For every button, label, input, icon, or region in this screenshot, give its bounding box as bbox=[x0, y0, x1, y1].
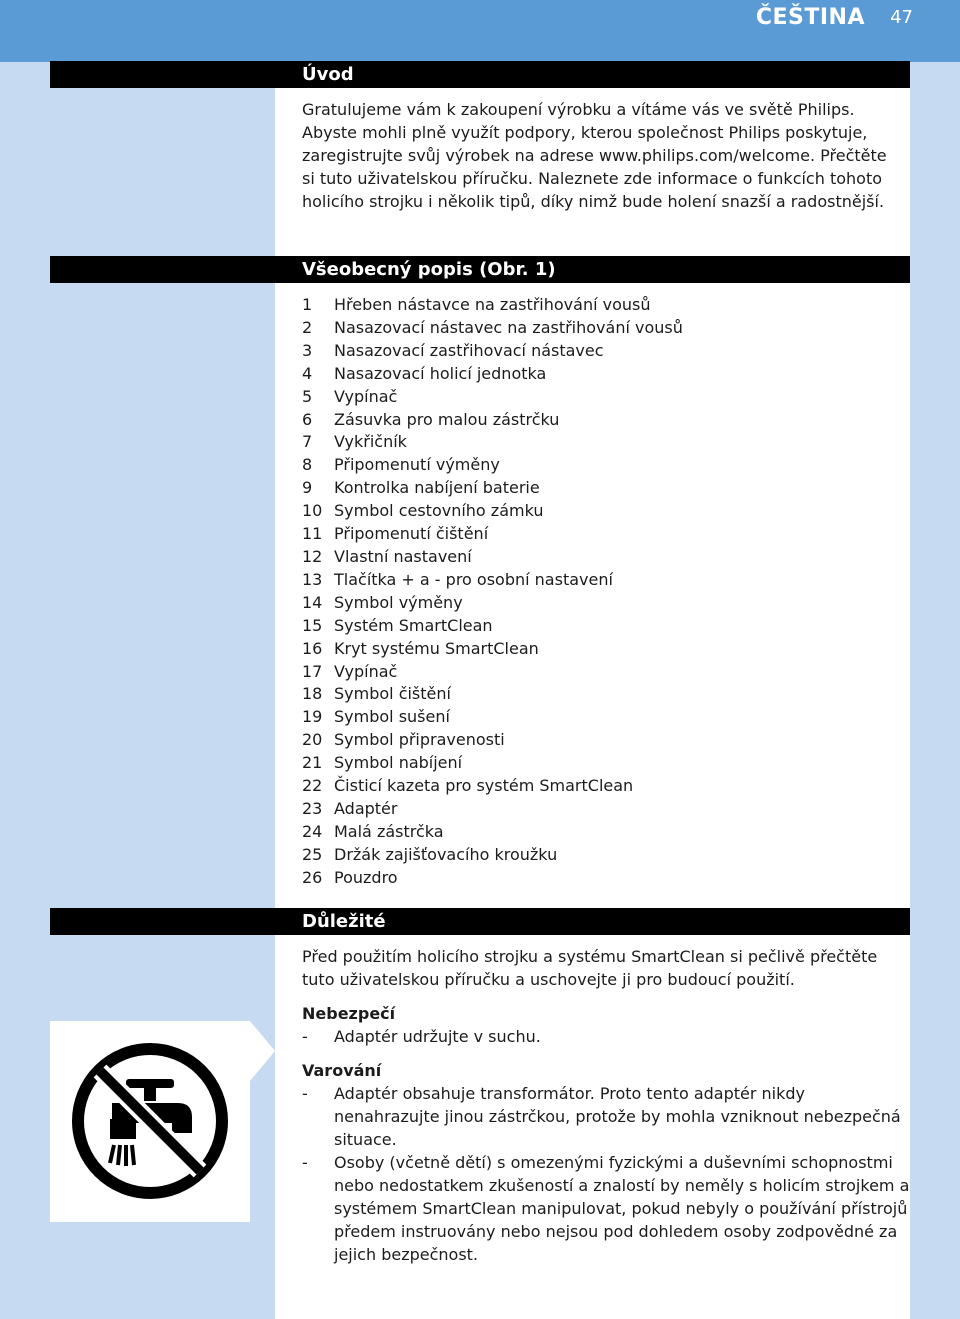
list-item-text: Systém SmartClean bbox=[334, 615, 493, 635]
danger-list bbox=[302, 1025, 912, 1048]
list-item bbox=[302, 728, 892, 751]
list-item-number: 26 bbox=[302, 867, 323, 887]
list-item-text: Adaptér bbox=[334, 798, 398, 818]
list-item bbox=[302, 339, 892, 362]
list-item-text: Vykřičník bbox=[334, 432, 407, 452]
list-item-number: 18 bbox=[302, 684, 323, 704]
page-number: 47 bbox=[890, 7, 913, 28]
list-item-text: Nasazovací holicí jednotka bbox=[334, 363, 547, 383]
list-item-number: 13 bbox=[302, 569, 323, 589]
list-item-number: 22 bbox=[302, 776, 323, 796]
list-item-text: Symbol připravenosti bbox=[334, 730, 505, 750]
language-label: ČEŠTINA bbox=[755, 5, 865, 30]
intro-paragraph: Gratulujeme vám k zakoupení výrobku a vítáme vás ve světě Philips. Abyste mohli plně využít podpory, kterou společnost Philips poskytuje, zaregistrujte svůj výrobek na adrese www.philips.com/welcome. Přečtěte si tuto uživatelskou příručku. Naleznete zde informace o funkcích tohoto holicího strojku i několik tipů, díky nimž bude holení snazší a radostnější. bbox=[302, 100, 887, 211]
bullet-dash: - bbox=[302, 1027, 308, 1046]
list-item-number: 20 bbox=[302, 730, 323, 750]
list-item bbox=[302, 614, 892, 637]
list-item-number: 11 bbox=[302, 524, 323, 544]
list-item-text: Symbol čištění bbox=[334, 684, 451, 704]
list-item bbox=[302, 682, 892, 705]
list-item-text: Nasazovací zastřihovací nástavec bbox=[334, 340, 604, 360]
list-item-number: 17 bbox=[302, 661, 323, 681]
list-item-number: 23 bbox=[302, 798, 323, 818]
list-item-text: Hřeben nástavce na zastřihování vousů bbox=[334, 295, 651, 314]
list-item bbox=[302, 385, 892, 408]
list-item bbox=[302, 499, 892, 522]
list-item-text: Symbol nabíjení bbox=[334, 753, 463, 773]
list-item-number: 6 bbox=[302, 409, 313, 429]
warning-pictogram-box bbox=[50, 1021, 250, 1222]
list-item-text: Zásuvka pro malou zástrčku bbox=[334, 409, 560, 429]
bullet-text: Adaptér udržujte v suchu. bbox=[334, 1027, 541, 1046]
list-item bbox=[302, 797, 892, 820]
list-item bbox=[302, 453, 892, 476]
bullet-dash: - bbox=[302, 1084, 308, 1103]
list-item-text: Symbol sušení bbox=[334, 707, 450, 727]
list-item-number: 8 bbox=[302, 455, 313, 475]
list-item bbox=[302, 660, 892, 683]
list-item-text: Symbol cestovního zámku bbox=[334, 501, 544, 521]
list-item-number: 16 bbox=[302, 638, 323, 658]
header-band bbox=[0, 0, 960, 62]
list-item-text: Připomenutí výměny bbox=[334, 455, 500, 475]
list-item-text: Vypínač bbox=[334, 661, 398, 681]
list-item-text: Vlastní nastavení bbox=[334, 546, 472, 566]
list-item bbox=[302, 774, 892, 797]
section-heading-important: Důležité bbox=[50, 908, 910, 935]
warning-heading: Varování bbox=[302, 1061, 382, 1080]
bullet-item bbox=[302, 1025, 912, 1048]
list-item-number: 21 bbox=[302, 753, 323, 773]
list-item bbox=[302, 293, 892, 316]
list-item-number: 4 bbox=[302, 363, 313, 383]
list-item-number: 3 bbox=[302, 340, 313, 360]
list-item-number: 15 bbox=[302, 615, 323, 635]
list-item-number: 5 bbox=[302, 386, 313, 406]
section-heading-intro: Úvod bbox=[50, 61, 910, 88]
danger-heading: Nebezpečí bbox=[302, 1004, 396, 1023]
list-item-text: Symbol výměny bbox=[334, 592, 463, 612]
list-item-number: 9 bbox=[302, 478, 313, 498]
list-item-text: Pouzdro bbox=[334, 867, 398, 887]
list-item-text: Kontrolka nabíjení baterie bbox=[334, 478, 540, 498]
list-item-text: Čisticí kazeta pro systém SmartClean bbox=[334, 776, 634, 796]
list-item bbox=[302, 843, 892, 866]
list-item bbox=[302, 820, 892, 843]
section-heading-general: Všeobecný popis (Obr. 1) bbox=[50, 256, 910, 283]
list-item bbox=[302, 591, 892, 614]
list-item-number: 25 bbox=[302, 844, 323, 864]
bullet-item bbox=[302, 1151, 912, 1266]
parts-list bbox=[302, 293, 892, 889]
list-item bbox=[302, 568, 892, 591]
no-water-tap-icon bbox=[50, 1021, 250, 1222]
list-item-number: 24 bbox=[302, 821, 323, 841]
bullet-item bbox=[302, 1082, 912, 1151]
list-item bbox=[302, 866, 892, 889]
warning-list bbox=[302, 1082, 912, 1266]
list-item-text: Držák zajišťovacího kroužku bbox=[334, 844, 558, 864]
bullet-dash: - bbox=[302, 1153, 308, 1172]
list-item-number: 12 bbox=[302, 546, 323, 566]
list-item bbox=[302, 545, 892, 568]
right-margin-strip bbox=[910, 62, 960, 1319]
list-item-text: Vypínač bbox=[334, 386, 398, 406]
list-item-text: Nasazovací nástavec na zastřihování vousů bbox=[334, 317, 683, 337]
list-item-number: 1 bbox=[302, 295, 313, 314]
list-item bbox=[302, 408, 892, 431]
list-item bbox=[302, 430, 892, 453]
list-item bbox=[302, 637, 892, 660]
list-item bbox=[302, 476, 892, 499]
bullet-text: Osoby (včetně dětí) s omezenými fyzickými a duševními schopnostmi nebo nedostatkem zkušeností a znalostí by neměly s holicím strojkem a systémem SmartClean manipulovat, pokud nebyly o používání přístrojů předem instruovány nebo nejsou pod dohledem osoby zodpovědné za jejich bezpečnost. bbox=[334, 1153, 910, 1264]
list-item-number: 14 bbox=[302, 592, 323, 612]
bullet-text: Adaptér obsahuje transformátor. Proto tento adaptér nikdy nenahrazujte jinou zástrčkou, protože by mohla vzniknout nebezpečná situace. bbox=[334, 1084, 901, 1149]
list-item-text: Tlačítka + a - pro osobní nastavení bbox=[334, 569, 613, 589]
list-item-text: Připomenutí čištění bbox=[334, 524, 489, 544]
list-item bbox=[302, 522, 892, 545]
list-item-text: Malá zástrčka bbox=[334, 821, 444, 841]
pictogram-pointer bbox=[250, 1021, 275, 1081]
important-paragraph: Před použitím holicího strojku a systému SmartClean si pečlivě přečtěte tuto uživatelskou příručku a uschovejte ji pro budoucí použití. bbox=[302, 947, 878, 989]
list-item-number: 7 bbox=[302, 432, 313, 452]
list-item bbox=[302, 705, 892, 728]
list-item-number: 10 bbox=[302, 501, 323, 521]
list-item-text: Kryt systému SmartClean bbox=[334, 638, 539, 658]
list-item bbox=[302, 362, 892, 385]
list-item bbox=[302, 316, 892, 339]
list-item-number: 2 bbox=[302, 317, 313, 337]
list-item bbox=[302, 751, 892, 774]
list-item-number: 19 bbox=[302, 707, 323, 727]
